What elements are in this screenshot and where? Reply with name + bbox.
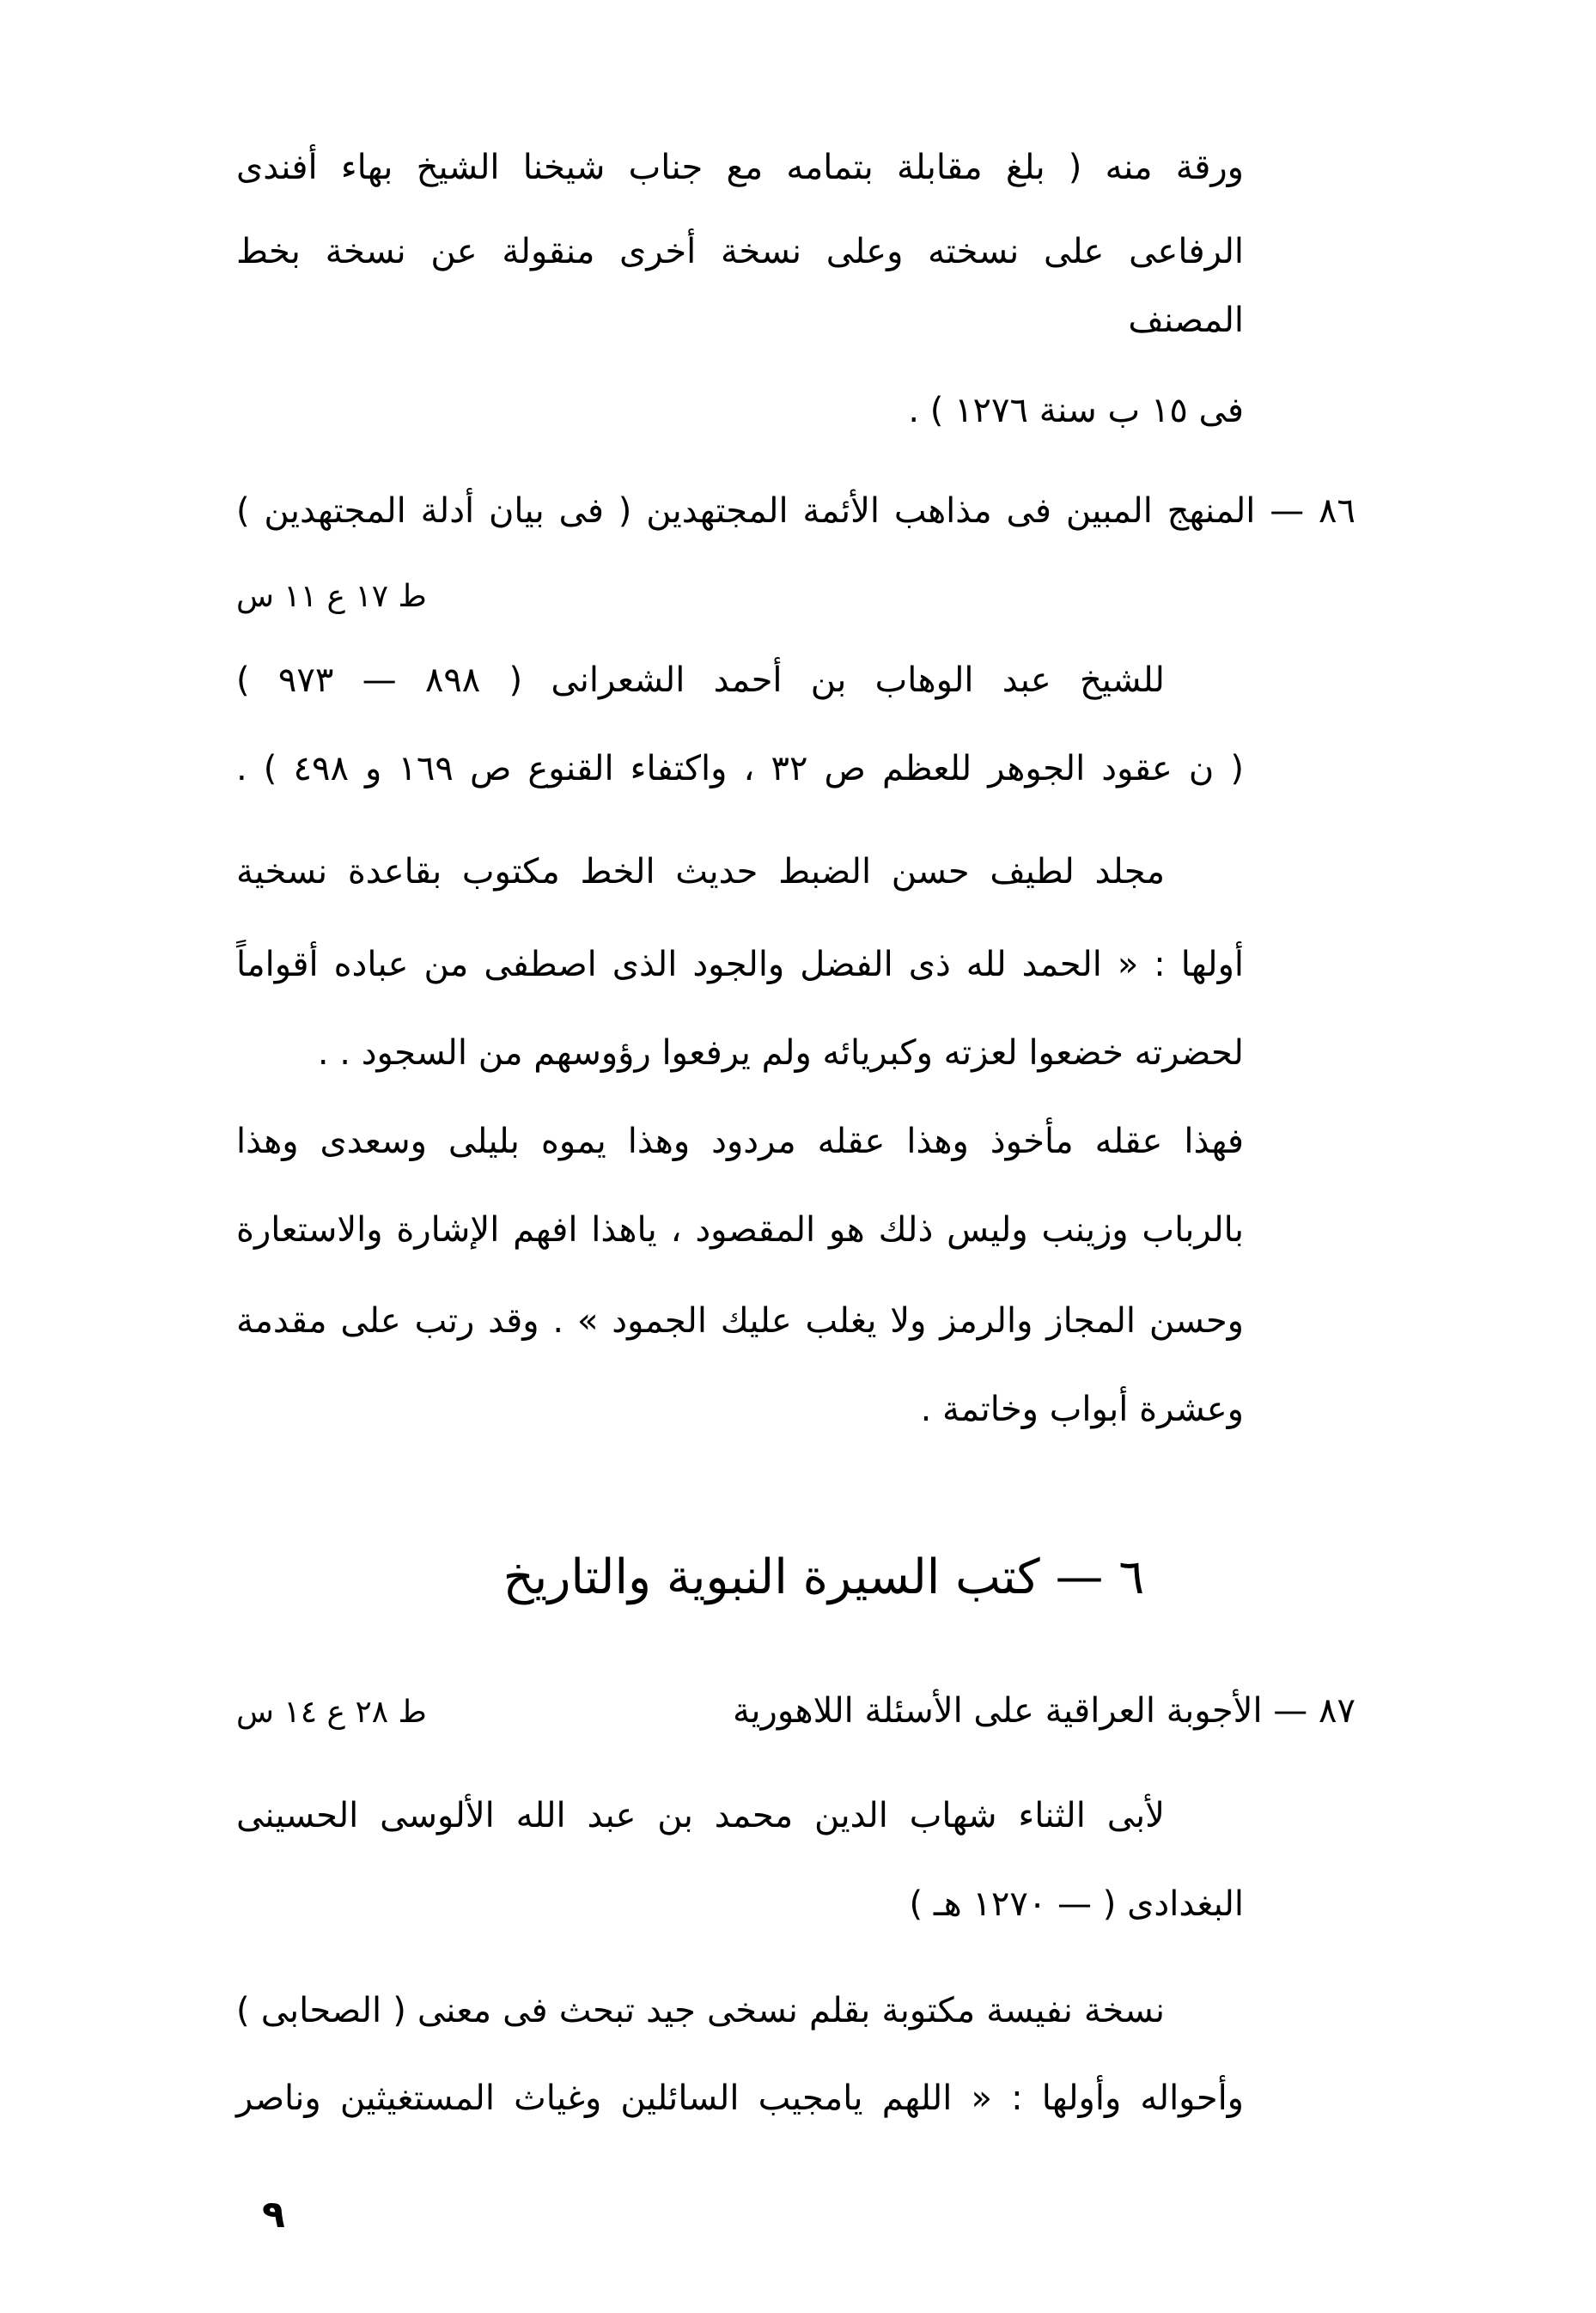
text-line: وعشرة أبواب وخاتمة . [920, 1390, 1244, 1429]
text-line: بالرباب وزينب وليس ذلك هو المقصود ، ياهذا افهم الإشارة والاستعارة [236, 1210, 1244, 1250]
page-number: ٩ [262, 2193, 285, 2237]
text-line: فى ١٥ ب سنة ١٢٧٦ ) . [908, 391, 1244, 430]
text-line: مجلد لطيف حسن الضبط حديث الخط مكتوب بقاعدة نسخية [236, 852, 1165, 892]
entry-author-87-cont: البغدادى ( — ١٢٧٠ هـ ) [909, 1884, 1244, 1924]
text-line: ورقة منه ( بلغ مقابلة بتمامه مع جناب شيخنا الشيخ بهاء أفندى [236, 148, 1244, 187]
entry-format-87: ط ٢٨ ع ١٤ س [236, 1695, 427, 1730]
text-line: نسخة نفيسة مكتوبة بقلم نسخى جيد تبحث فى معنى ( الصحابى ) [236, 1991, 1165, 2030]
entry-author-86: للشيخ عبد الوهاب بن أحمد الشعرانى ( ٨٩٨ — ٩٧٣ ) [236, 660, 1165, 700]
entry-title-86: ٨٦ — المنهج المبين فى مذاهب الأئمة المجتهدين ( فى بيان أدلة المجتهدين ) [236, 491, 1355, 531]
entry-format-86: ط ١٧ ع ١١ س [236, 579, 427, 614]
text-line: لحضرته خضعوا لعزته وكبريائه ولم يرفعوا رؤوسهم من السجود . . [317, 1033, 1244, 1073]
text-line: وحسن المجاز والرمز ولا يغلب عليك الجمود » . وقد رتب على مقدمة [236, 1301, 1244, 1341]
text-line: الرفاعى على نسخته وعلى نسخة أخرى منقولة عن نسخة بخط المصنف [236, 232, 1244, 340]
text-line: أولها : « الحمد لله ذى الفضل والجود الذى اصطفى من عباده أقواماً [236, 945, 1244, 984]
page [236, 133, 1355, 2237]
text-line: وأحواله وأولها : « اللهم يامجيب السائلين وغياث المستغيثين وناصر [236, 2079, 1244, 2118]
entry-header-87 [236, 1677, 1355, 1747]
entry-title-87: ٨٧ — الأجوبة العراقية على الأسئلة اللاهورية [732, 1691, 1355, 1731]
section-heading: ٦ — كتب السيرة النبوية والتاريخ [503, 1549, 1145, 1605]
text-line: فهذا عقله مأخوذ وهذا عقله مردود وهذا يموه بليلى وسعدى وهذا [236, 1122, 1244, 1161]
entry-author-87: لأبى الثناء شهاب الدين محمد بن عبد الله الألوسى الحسينى [236, 1796, 1165, 1835]
entry-reference-86: ( ن عقود الجوهر للعظم ص ٣٢ ، واكتفاء القنوع ص ١٦٩ و ٤٩٨ ) . [236, 749, 1244, 788]
